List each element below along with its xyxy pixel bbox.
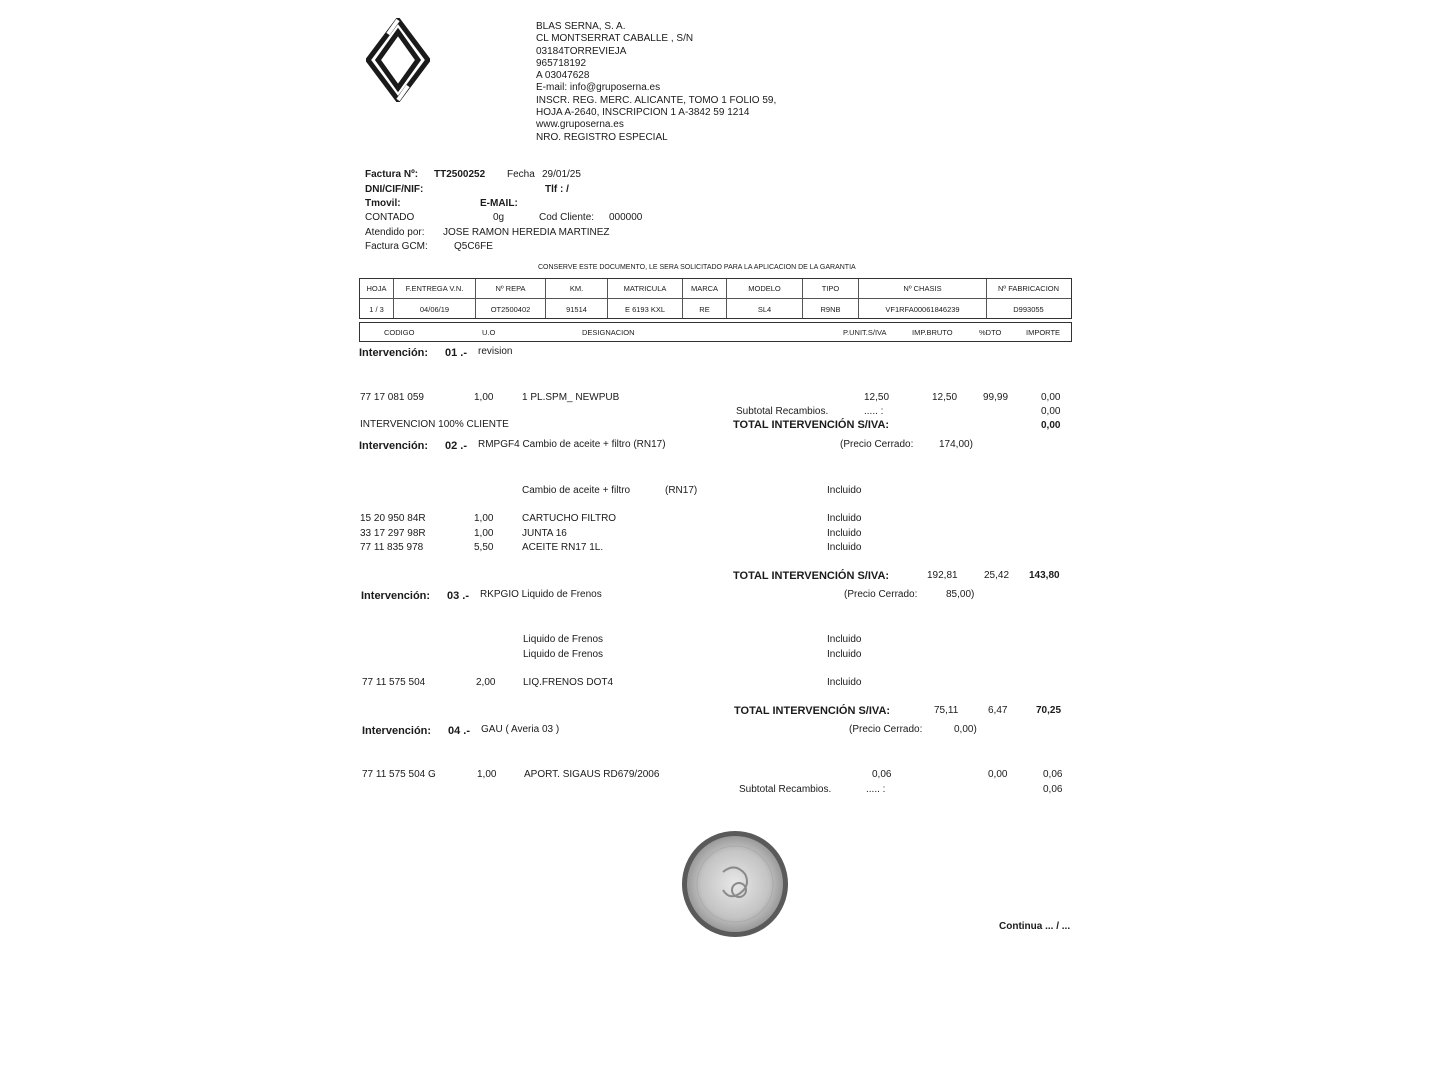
company-website: www.gruposerna.es bbox=[536, 119, 624, 131]
hdr-col-hoja bbox=[360, 279, 394, 318]
hdr-value: SL4 bbox=[757, 305, 772, 314]
hdr-col-repa bbox=[476, 279, 546, 318]
continua-label: Continua ... / ... bbox=[999, 921, 1071, 932]
hdr-value: 1 / 3 bbox=[369, 305, 384, 314]
invoice-date: 29/01/25 bbox=[542, 169, 581, 180]
pack-ref: (RN17) bbox=[665, 485, 698, 496]
line-desc: JUNTA 16 bbox=[522, 528, 567, 539]
hdr-label: F.ENTREGA V.N. bbox=[405, 284, 464, 293]
pack-status: Incluido bbox=[827, 485, 862, 496]
company-registry-1: INSCR. REG. MERC. ALICANTE, TOMO 1 FOLIO 59, bbox=[536, 94, 777, 106]
subtotal-dots: ..... : bbox=[864, 406, 884, 417]
line-punit: 12,50 bbox=[864, 392, 890, 403]
total-value: 70,25 bbox=[1036, 705, 1062, 716]
attended-by-label: Atendido por: bbox=[365, 227, 425, 238]
precio-cerrado-value: 85,00) bbox=[946, 589, 975, 600]
company-phone: 965718192 bbox=[536, 57, 587, 69]
pack-status: Incluido bbox=[827, 634, 862, 645]
client-code-label: Cod Cliente: bbox=[539, 212, 595, 223]
line-qty: 1,00 bbox=[474, 392, 494, 403]
hdr-col-fabricacion bbox=[987, 279, 1070, 318]
precio-cerrado-value: 174,00) bbox=[939, 439, 973, 450]
col-uo: U.O bbox=[482, 328, 496, 337]
line-qty: 2,00 bbox=[476, 677, 496, 688]
line-status: Incluido bbox=[827, 528, 862, 539]
company-info bbox=[536, 21, 776, 144]
line-desc: LIQ.FRENOS DOT4 bbox=[523, 677, 614, 688]
line-bruto: 12,50 bbox=[932, 392, 958, 403]
line-code: 77 11 575 504 bbox=[362, 677, 426, 688]
renault-logo-icon bbox=[366, 18, 430, 102]
intervention-label: Intervención: bbox=[362, 725, 432, 737]
invoice-number-label: Factura Nº: bbox=[365, 169, 419, 180]
line-status: Incluido bbox=[827, 513, 862, 524]
hdr-value: 91514 bbox=[566, 305, 587, 314]
payment-code: 0g bbox=[493, 212, 505, 223]
line-desc: 1 PL.SPM_ NEWPUB bbox=[522, 392, 620, 403]
total-label: TOTAL INTERVENCIÓN S/IVA: bbox=[733, 419, 890, 431]
col-importe: IMPORTE bbox=[1026, 328, 1061, 337]
line-desc: APORT. SIGAUS RD679/2006 bbox=[524, 769, 660, 780]
hdr-value: E 6193 KXL bbox=[624, 305, 666, 314]
company-name: BLAS SERNA, S. A. bbox=[536, 21, 626, 32]
invoice-date-label: Fecha bbox=[507, 169, 535, 180]
precio-cerrado-label: (Precio Cerrado: bbox=[849, 724, 923, 735]
hdr-value: RE bbox=[699, 305, 710, 314]
hdr-label: Nº FABRICACION bbox=[997, 284, 1060, 293]
total-value: 0,00 bbox=[1041, 420, 1061, 431]
hdr-label: KM. bbox=[569, 284, 584, 293]
total-label: TOTAL INTERVENCIÓN S/IVA: bbox=[734, 705, 891, 717]
col-punit: P.UNIT.S/IVA bbox=[843, 328, 887, 337]
company-email: E-mail: info@gruposerna.es bbox=[536, 82, 661, 94]
col-dto: %DTO bbox=[979, 328, 1002, 337]
total-label: TOTAL INTERVENCIÓN S/IVA: bbox=[733, 570, 890, 582]
attended-by: JOSE RAMON HEREDIA MARTINEZ bbox=[443, 227, 610, 238]
warranty-notice: CONSERVE ESTE DOCUMENTO, LE SERA SOLICITADO PARA LA APLICACION DE LA GARANTIA bbox=[538, 264, 856, 271]
line-desc: CARTUCHO FILTRO bbox=[522, 513, 617, 524]
subtotal-value: 0,06 bbox=[1043, 784, 1063, 795]
payment-type: CONTADO bbox=[365, 212, 415, 223]
intervention-number: 01 .- bbox=[445, 347, 468, 359]
intervention-number: 04 .- bbox=[448, 725, 471, 737]
tlf-label: Tlf : / bbox=[545, 184, 569, 195]
hdr-label: Nº CHASIS bbox=[903, 284, 942, 293]
official-seal-icon bbox=[679, 828, 791, 940]
invoice-number: TT2500252 bbox=[434, 169, 486, 180]
company-address: CL MONTSERRAT CABALLE , S/N bbox=[536, 33, 694, 45]
line-qty: 1,00 bbox=[474, 528, 494, 539]
subtotal-dots: ..... : bbox=[866, 784, 886, 795]
intervention-desc: RMPGF4 Cambio de aceite + filtro (RN17) bbox=[478, 439, 666, 450]
line-desc: ACEITE RN17 1L. bbox=[522, 542, 604, 553]
hdr-col-marca bbox=[683, 279, 727, 318]
col-designacion: DESIGNACION bbox=[582, 328, 635, 337]
intervention-number: 02 .- bbox=[445, 440, 468, 452]
hdr-value: D993055 bbox=[1013, 305, 1044, 314]
pack-desc: Liquido de Frenos bbox=[523, 634, 604, 645]
client-code: 000000 bbox=[609, 212, 643, 223]
intervention-label: Intervención: bbox=[359, 440, 429, 452]
company-cif: A 03047628 bbox=[536, 70, 590, 82]
intervention-desc: GAU ( Averia 03 ) bbox=[481, 724, 560, 735]
intervention-label: Intervención: bbox=[359, 347, 429, 359]
subtotal-label: Subtotal Recambios. bbox=[739, 784, 832, 795]
hdr-value: R9NB bbox=[820, 305, 841, 314]
intervention-number: 03 .- bbox=[447, 590, 470, 602]
subtotal-label: Subtotal Recambios. bbox=[736, 406, 829, 417]
hdr-value: 04/06/19 bbox=[419, 305, 450, 314]
line-status: Incluido bbox=[827, 542, 862, 553]
intervention-label: Intervención: bbox=[361, 590, 431, 602]
total-dto: 6,47 bbox=[988, 705, 1008, 716]
line-qty: 5,50 bbox=[474, 542, 494, 553]
hdr-label: HOJA bbox=[366, 284, 387, 293]
intervention-desc: revision bbox=[478, 346, 513, 357]
line-code: 77 17 081 059 bbox=[360, 392, 424, 403]
total-dto: 25,42 bbox=[984, 570, 1010, 581]
line-status: Incluido bbox=[827, 677, 862, 688]
dni-label: DNI/CIF/NIF: bbox=[365, 184, 424, 195]
hdr-col-matricula bbox=[608, 279, 683, 318]
precio-cerrado-label: (Precio Cerrado: bbox=[844, 589, 918, 600]
company-city: 03184TORREVIEJA bbox=[536, 45, 627, 57]
intervention-desc: RKPGIO Liquido de Frenos bbox=[480, 589, 602, 600]
line-code: 15 20 950 84R bbox=[360, 513, 426, 524]
line-importe: 0,06 bbox=[1043, 769, 1063, 780]
pack-desc: Cambio de aceite + filtro bbox=[522, 485, 631, 496]
line-punit: 0,06 bbox=[872, 769, 892, 780]
col-codigo: CODIGO bbox=[384, 328, 415, 337]
lines-column-header bbox=[359, 322, 1072, 342]
col-impbruto: IMP.BRUTO bbox=[912, 328, 953, 337]
vehicle-header-table bbox=[359, 278, 1072, 319]
total-bruto: 192,81 bbox=[927, 570, 958, 581]
hdr-label: MARCA bbox=[690, 284, 719, 293]
hdr-col-tipo bbox=[803, 279, 859, 318]
hdr-label: MODELO bbox=[748, 284, 781, 293]
line-dto: 99,99 bbox=[983, 392, 1009, 403]
hdr-value: OT2500402 bbox=[490, 305, 531, 314]
hdr-label: Nº REPA bbox=[495, 284, 526, 293]
email-label: E-MAIL: bbox=[480, 198, 518, 209]
pack-status: Incluido bbox=[827, 649, 862, 660]
tmovil-label: Tmovil: bbox=[365, 198, 401, 209]
precio-cerrado-value: 0,00) bbox=[954, 724, 977, 735]
line-qty: 1,00 bbox=[474, 513, 494, 524]
hdr-col-entrega bbox=[394, 279, 476, 318]
hdr-col-km bbox=[546, 279, 608, 318]
line-code: 33 17 297 98R bbox=[360, 528, 426, 539]
line-importe: 0,00 bbox=[1041, 392, 1061, 403]
hdr-col-modelo bbox=[727, 279, 803, 318]
hdr-label: TIPO bbox=[821, 284, 840, 293]
hdr-label: MATRICULA bbox=[623, 284, 667, 293]
pack-desc: Liquido de Frenos bbox=[523, 649, 604, 660]
company-registry-2: HOJA A-2640, INSCRIPCION 1 A-3842 59 1214 bbox=[536, 107, 750, 119]
hdr-col-chasis bbox=[859, 279, 987, 318]
line-code: 77 11 575 504 G bbox=[362, 769, 436, 780]
line-code: 77 11 835 978 bbox=[360, 542, 424, 553]
line-qty: 1,00 bbox=[477, 769, 497, 780]
line-dto: 0,00 bbox=[988, 769, 1008, 780]
total-value: 143,80 bbox=[1029, 570, 1060, 581]
hdr-value: VF1RFA00061846239 bbox=[885, 305, 960, 314]
precio-cerrado-label: (Precio Cerrado: bbox=[840, 439, 914, 450]
company-special-registry: NRO. REGISTRO ESPECIAL bbox=[536, 131, 668, 143]
gcm-value: Q5C6FE bbox=[454, 241, 493, 252]
gcm-label: Factura GCM: bbox=[365, 241, 428, 252]
subtotal-value: 0,00 bbox=[1041, 406, 1061, 417]
intervention-note: INTERVENCION 100% CLIENTE bbox=[360, 419, 509, 430]
total-bruto: 75,11 bbox=[934, 705, 959, 716]
